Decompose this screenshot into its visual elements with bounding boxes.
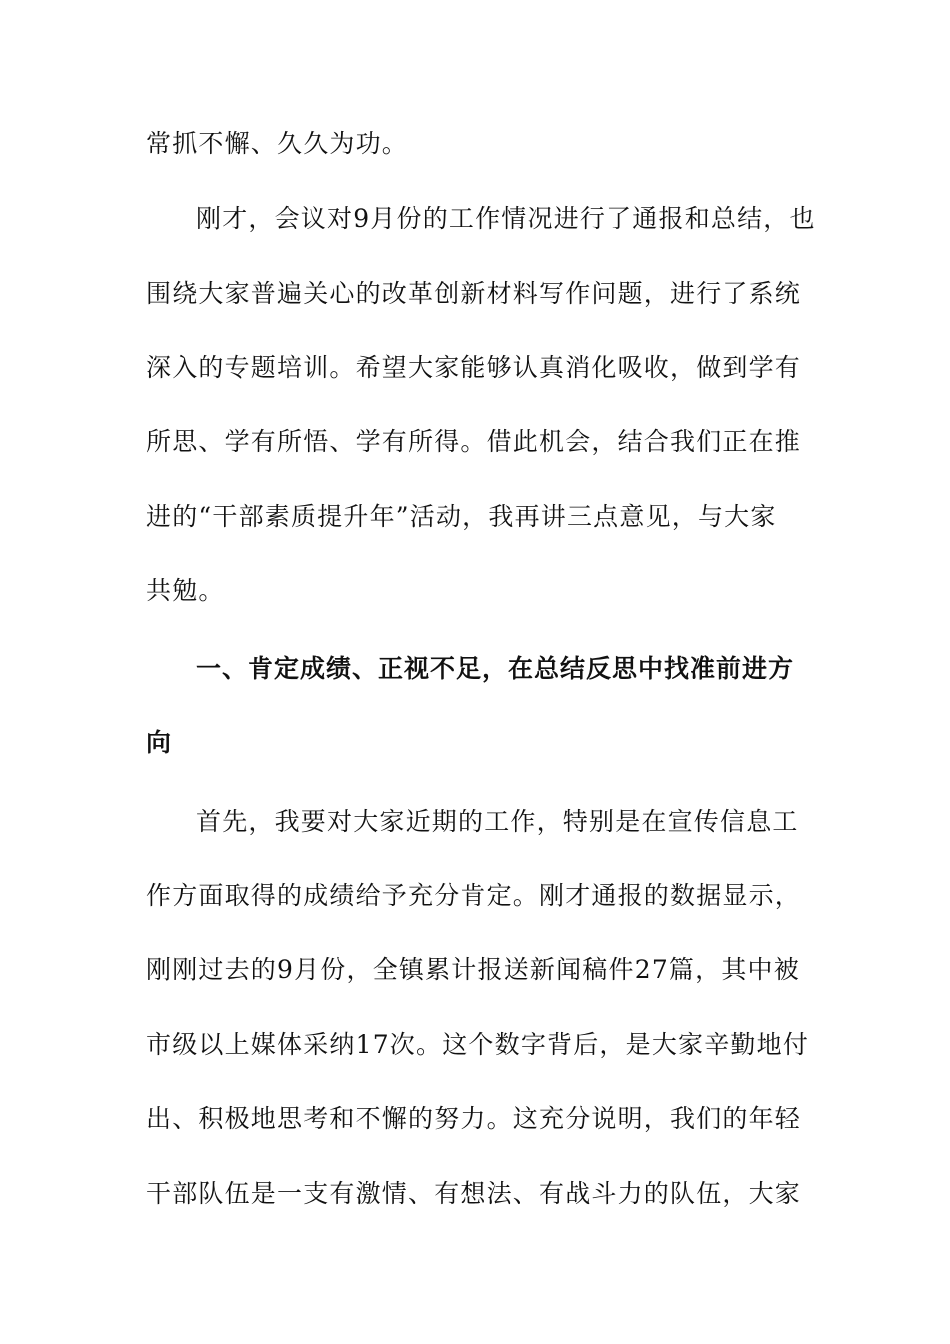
section-heading: 向 (146, 728, 173, 757)
paragraph-line: 所思、学有所悟、学有所得。借此机会，结合我们正在推 (146, 427, 802, 456)
paragraph-line: 共勉。 (146, 576, 225, 605)
paragraph-line: 常抓不懈、久久为功。 (146, 129, 409, 158)
paragraph-line: 进的“干部素质提升年”活动，我再讲三点意见，与大家 (146, 502, 777, 531)
paragraph-line: 出、积极地思考和不懈的努力。这充分说明，我们的年轻 (146, 1104, 802, 1133)
paragraph-line: 作方面取得的成绩给予充分肯定。刚才通报的数据显示， (146, 881, 802, 910)
paragraph-line: 围绕大家普遍关心的改革创新材料写作问题，进行了系统 (146, 279, 802, 308)
paragraph-line: 干部队伍是一支有激情、有想法、有战斗力的队伍，大家 (146, 1179, 802, 1208)
paragraph-line: 深入的专题培训。希望大家能够认真消化吸收，做到学有 (146, 353, 802, 382)
paragraph-line: 刚才，会议对9月份的工作情况进行了通报和总结，也 (196, 204, 816, 233)
paragraph-line: 首先，我要对大家近期的工作，特别是在宣传信息工 (196, 807, 799, 836)
section-heading: 一、肯定成绩、正视不足，在总结反思中找准前进方 (196, 654, 795, 683)
paragraph-line: 市级以上媒体采纳17次。这个数字背后，是大家辛勤地付 (146, 1030, 810, 1059)
paragraph-line: 刚刚过去的9月份，全镇累计报送新闻稿件27篇，其中被 (146, 955, 800, 984)
